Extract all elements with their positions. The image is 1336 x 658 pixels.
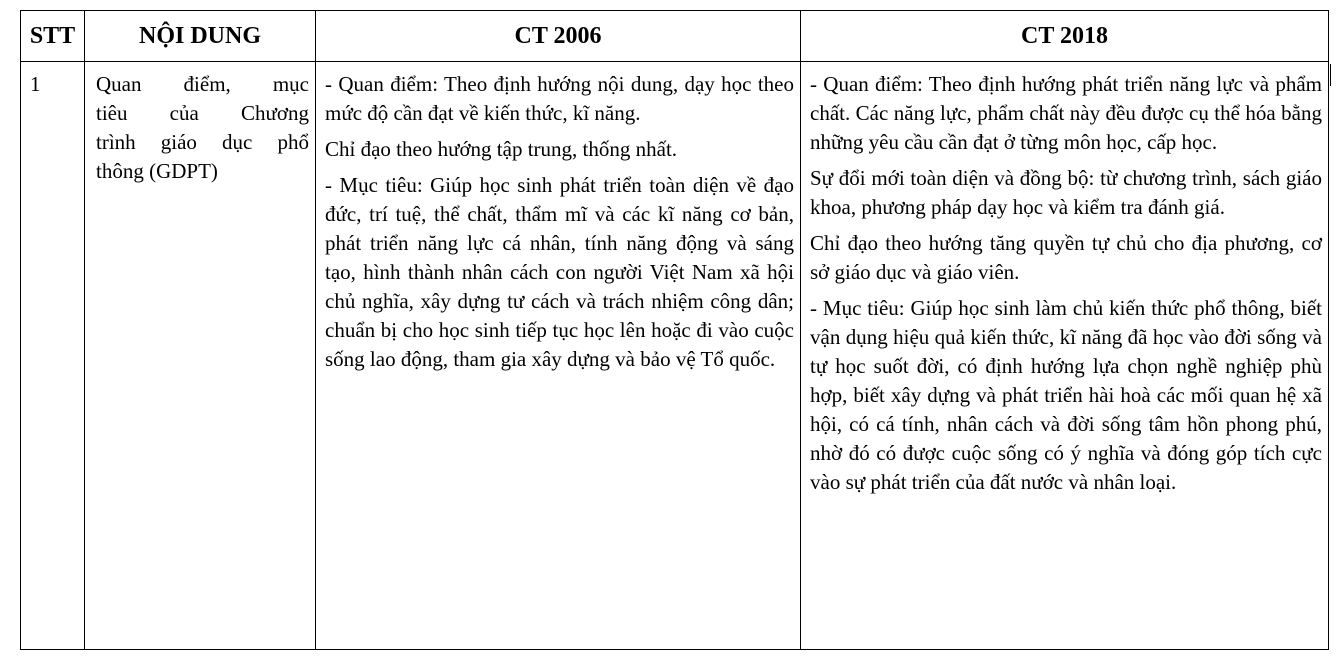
ct2006-objective: - Mục tiêu: Giúp học sinh phát triển toàn diện về đạo đức, trí tuệ, thể chất, thẩm mĩ và các kĩ năng cơ bản, phát triển năng lực cá nhân, tính năng động và sáng tạo, hình thành nhân cách con người Việt Nam xã hội chủ nghĩa, xây dựng tư cách và trách nhiệm công dân; chuẩn bị cho học sinh tiếp tục học lên hoặc đi vào cuộc sống lao động, tham gia xây dựng và bảo vệ Tổ quốc. [325, 173, 794, 371]
content-topic-line: tiêu của Chương [96, 101, 309, 125]
comparison-table [20, 10, 1329, 650]
content-topic-line: trình giáo dục phổ [96, 130, 309, 154]
content-topic-cell [85, 62, 316, 650]
row-number-cell [21, 62, 85, 650]
ct2006-direction: Chỉ đạo theo hướng tập trung, thống nhất. [325, 137, 678, 161]
ct2018-cell [801, 62, 1329, 650]
ct2018-viewpoint: - Quan điểm: Theo định hướng phát triển năng lực và phẩm chất. Các năng lực, phẩm chất này đều được cụ thể hóa bằng những yêu cầu cần đạt ở từng môn học, cấp học. [810, 72, 1322, 154]
ct2018-direction: Chỉ đạo theo hướng tăng quyền tự chủ cho địa phương, cơ sở giáo dục và giáo viên. [810, 231, 1322, 284]
header-ct2006: CT 2006 [316, 11, 801, 62]
content-topic [85, 62, 315, 192]
row-number: 1 [30, 72, 41, 96]
ct2006-content [316, 62, 800, 380]
header-row [21, 11, 1329, 62]
ct2018-content [801, 62, 1328, 503]
ct2006-cell [316, 62, 801, 650]
header-stt: STT [21, 11, 85, 62]
ct2018-objective: - Mục tiêu: Giúp học sinh làm chủ kiến thức phổ thông, biết vận dụng hiệu quả kiến thức, kĩ năng đã học vào đời sống và tự học suốt đời, có định hướng lựa chọn nghề nghiệp phù hợp, biết xây dựng và phát triển hài hoà các mối quan hệ xã hội, có cá tính, nhân cách và đời sống tâm hồn phong phú, nhờ đó có được cuộc sống có ý nghĩa và đóng góp tích cực vào sự phát triển của đất nước và nhân loại. [810, 296, 1322, 494]
header-noi-dung: NỘI DUNG [85, 11, 316, 62]
content-topic-line: Quan điểm, mục [96, 72, 309, 96]
content-topic-line: thông (GDPT) [96, 159, 218, 183]
ct2006-viewpoint: - Quan điểm: Theo định hướng nội dung, dạy học theo mức độ cần đạt về kiến thức, kĩ năng. [325, 72, 794, 125]
page-edge-mark [1330, 64, 1331, 86]
header-ct2018: CT 2018 [801, 11, 1329, 62]
table-row [21, 62, 1329, 650]
ct2018-innovation: Sự đổi mới toàn diện và đồng bộ: từ chương trình, sách giáo khoa, phương pháp dạy học và kiểm tra đánh giá. [810, 166, 1322, 219]
